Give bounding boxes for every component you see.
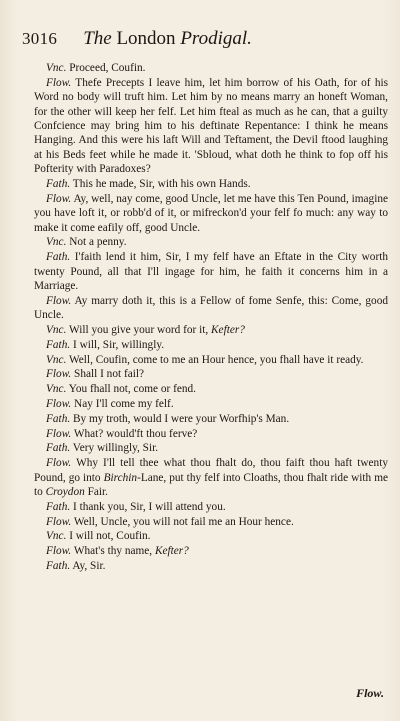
dialogue-text: I will not, Coufin. [69, 530, 151, 543]
dialogue-text: Very willingly, Sir. [72, 442, 159, 455]
dialogue-text: Why I'll tell thee what thou fhalt do, thou faift thou haft twenty Pound, go into [34, 457, 388, 484]
dialogue-paragraph [34, 338, 388, 352]
speaker-name: Vnc. [46, 383, 67, 396]
dialogue-paragraph [34, 192, 388, 235]
speaker-name: Fath. [46, 560, 71, 573]
dialogue-text: Fair. [84, 486, 108, 499]
title-main: London [116, 28, 176, 49]
speaker-name: Flow. [46, 368, 72, 381]
dialogue-text: By my troth, would I were your Worfhip's Man. [73, 412, 290, 425]
dialogue-paragraph [34, 456, 388, 499]
dialogue-text: Will you give your word for it, [69, 324, 212, 337]
dialogue-text: What? would'ft thou ferve? [73, 427, 198, 440]
dialogue-text: Proceed, Coufin. [69, 62, 146, 74]
dialogue-paragraph [34, 250, 388, 293]
speaker-name: Flow. [46, 457, 72, 470]
speaker-name: Flow. [46, 294, 72, 307]
speaker-name: Vnc. [46, 62, 67, 74]
speaker-name: Flow. [46, 545, 72, 558]
catchword: Flow. [356, 686, 384, 700]
dialogue-text: Well, Coufin, come to me an Hour hence, you fhall have it ready. [69, 353, 364, 366]
page-number: 3016 [22, 29, 58, 48]
dialogue-paragraph [34, 323, 388, 337]
speaker-name: Flow. [46, 398, 72, 411]
dialogue-text: What's thy name, [73, 545, 155, 558]
dialogue-text: Well, Uncle, you will not fail me an Hour hence. [73, 515, 294, 528]
dialogue-paragraph [34, 427, 388, 441]
dialogue-text: Nay I'll come my felf. [74, 398, 174, 411]
dialogue-paragraph [34, 353, 388, 367]
speaker-name: Vnc. [46, 324, 67, 337]
dialogue-paragraph [34, 61, 388, 75]
speaker-name: Fath. [46, 178, 71, 191]
dialogue-text: You fhall not, come or fend. [68, 383, 196, 396]
dialogue-paragraph [34, 177, 388, 191]
dialogue-paragraph [34, 235, 388, 249]
speaker-name: Flow. [46, 427, 72, 440]
speaker-name: Fath. [46, 442, 71, 455]
dialogue-paragraph [34, 544, 388, 558]
dialogue-text: This he made, Sir, with his own Hands. [72, 178, 251, 191]
dialogue-text: Ay, Sir. [72, 560, 106, 573]
place-name: Birchin [103, 471, 138, 484]
character-name: Kefter? [211, 324, 245, 337]
dialogue-paragraph [34, 559, 388, 573]
dialogue-text: I thank you, Sir, I will attend you. [73, 500, 226, 513]
dialogue-text: -Lane, put thy felf into Cloaths, thou fhalt ride with me to [34, 471, 388, 499]
running-header [22, 28, 378, 54]
title-prefix: The [83, 28, 112, 49]
dialogue-paragraph [34, 397, 388, 411]
speaker-name: Vnc. [46, 236, 67, 249]
dialogue-paragraph [34, 515, 388, 529]
dialogue-text: Ay, well, nay come, good Uncle, let me have this Ten Pound, imagine you have loft it, or robb'd of it, or mifreckon'd your felf fo much: any way to make it come eafily off, good Uncle. [34, 192, 388, 234]
character-name: Kefter? [154, 545, 189, 558]
dialogue-paragraph [34, 412, 388, 426]
dialogue-text: Thefe Precepts I leave him, let him borrow of his Oath, for of his Word no body will truft him. Let him by no means marry an honeft Woman, for the other will keep her felf. Let him fteal as much as he can, that a guilty Confcience may bring him to his deftinate Repentance: I think he means Hanging. And this were his laft Will and Teftament, the Devil ftood laughing at his Beds feet while he made it. 'Sbloud, what doth he think to fop off his Pofterity with Paradoxes? [34, 76, 389, 176]
dialogue-paragraph [34, 441, 388, 455]
running-title [83, 28, 252, 50]
speaker-name: Flow. [46, 192, 72, 205]
speaker-name: Vnc. [46, 353, 67, 366]
title-suffix: Prodigal. [180, 28, 252, 49]
dialogue-text: Shall I not fail? [74, 368, 145, 381]
dialogue-paragraph [34, 367, 388, 381]
speaker-name: Fath. [46, 338, 71, 351]
dialogue-paragraph [34, 529, 388, 543]
speaker-name: Fath. [46, 412, 71, 425]
speaker-name: Vnc. [46, 530, 67, 543]
dialogue-paragraph [34, 76, 388, 177]
dialogue-text: I will, Sir, willingly. [73, 338, 165, 351]
dialogue-text: Ay marry doth it, this is a Fellow of fome Senfe, this: Come, good Uncle. [34, 294, 388, 322]
dialogue-paragraph [34, 382, 388, 396]
speaker-name: Fath. [46, 251, 71, 264]
dialogue-paragraph [34, 500, 388, 514]
speaker-name: Flow. [46, 515, 72, 528]
speaker-name: Flow. [46, 76, 72, 89]
dialogue-text: I'faith lend it him, Sir, I my felf have an Eftate in the City worth twenty Pound, all that I'll ingage for him, he faith it concerns him in a Marriage. [34, 251, 388, 293]
place-name: Croydon [45, 486, 85, 499]
dialogue-paragraph [34, 294, 388, 323]
page-body [34, 61, 388, 574]
speaker-name: Fath. [46, 500, 71, 513]
dialogue-text: Not a penny. [69, 236, 127, 249]
